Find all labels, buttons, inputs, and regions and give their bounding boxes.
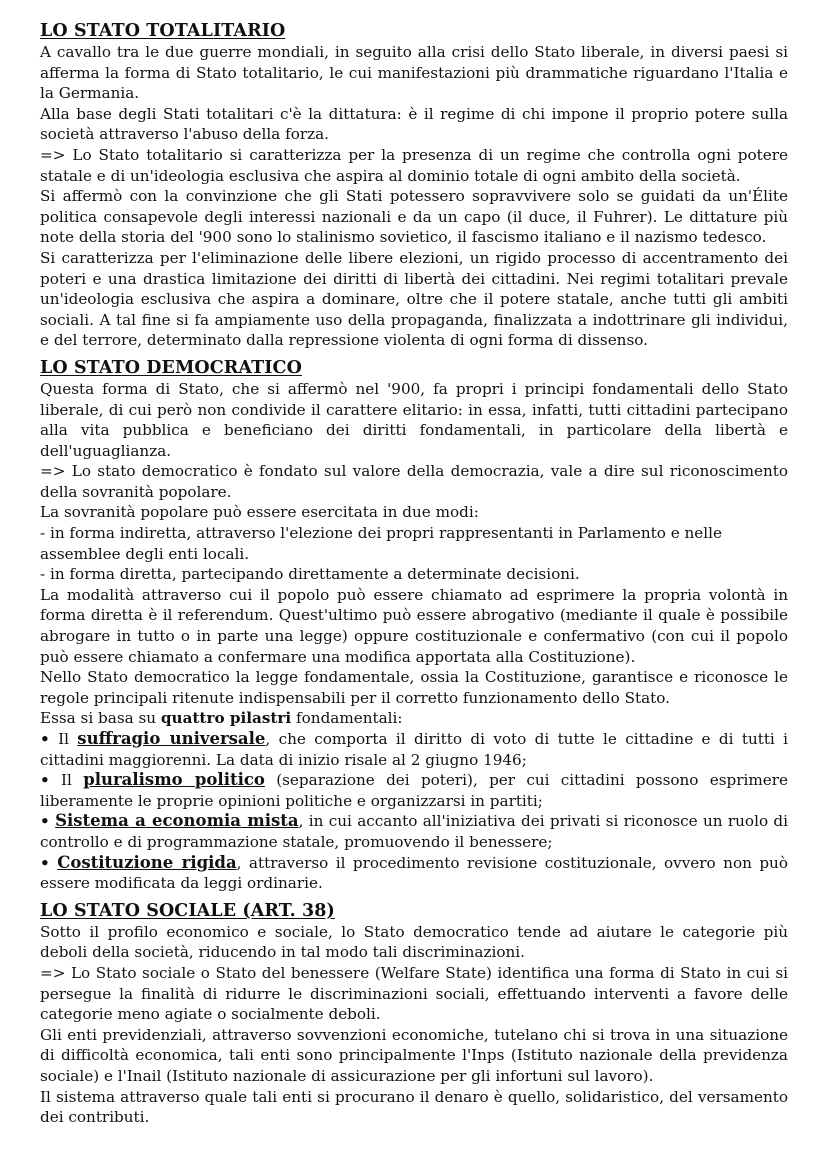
paragraph: La modalità attraverso cui il popolo può essere chiamato ad esprimere la propria volontà in forma diretta è il referendum. Quest'ultimo può essere abrogativo (mediante il quale è possibile abrogare in tutto o in parte una legge) oppure costituzionale e confermativo (con cui il popolo può essere chiamato a confermare una modifica apportata alla Costituzione). — [40, 585, 788, 666]
paragraph: Nello Stato democratico la legge fondamentale, ossia la Costituzione, garantisce e riconosce le regole principali ritenute indispensabili per il corretto funzionamento dello Stato. — [40, 668, 788, 707]
pillar-term: Sistema a economia mista — [55, 811, 299, 831]
paragraph: A cavallo tra le due guerre mondiali, in seguito alla crisi dello Stato liberale, in diversi paesi si afferma la forma di Stato totalitario, le cui manifestazioni più drammatiche riguardano l'Italia e la Germania. — [40, 43, 788, 103]
section-title-totalitario: LO STATO TOTALITARIO — [40, 21, 286, 41]
pillars-intro: Essa si basa su quattro pilastri fondamentali: — [40, 709, 403, 728]
pillars-highlight: quattro pilastri — [160, 709, 292, 728]
paragraph: La sovranità popolare può essere esercitata in due modi: — [40, 503, 479, 522]
paragraph: Alla base degli Stati totalitari c'è la dittatura: è il regime di chi impone il proprio potere sulla società attraverso l'abuso della forza. — [40, 104, 788, 144]
bullet-mark: • — [40, 730, 50, 748]
pillar-bullet: • Il suffragio universale, che comporta il diritto di voto di tutte le cittadine e di tutti i cittadini maggiorenni. La data di inizio risale al 2 giugno 1946; — [40, 729, 789, 769]
paragraph: Sotto il profilo economico e sociale, lo Stato democratico tende ad aiutare le categorie più deboli della società, riducendo in tal modo tali discriminazioni. — [40, 922, 788, 962]
paragraph: Si caratterizza per l'eliminazione delle libere elezioni, un rigido processo di accentramento dei poteri e una drastica limitazione dei diritti di libertà dei cittadini. Nei regimi totalitari prevale un'ideologia esclusiva che aspira a dominare, oltre che il potere statale, anche tutti gli ambiti sociali. A tal fine si fa ampiamente uso della propaganda, finalizzata a indottrinare gli individui, e del terrore, determinato dalla repressione violenta di ogni forma di dissenso. — [40, 248, 788, 350]
section-title-sociale: LO STATO SOCIALE (ART. 38) — [40, 900, 335, 921]
pillar-term: Costituzione rigida — [57, 852, 237, 872]
paragraph: Si affermò con la convinzione che gli Stati potessero sopravvivere solo se guidati da un'Élite politica consapevole degli interessi nazionali e da un capo (il duce, il Fuhrer). Le dittature più note della storia del '900 sono lo stalinismo sovietico, il fascismo italiano e il nazismo tedesco. — [40, 187, 788, 247]
list-line: assemblee degli enti locali. — [40, 544, 250, 563]
pillar-term: suffragio universale — [77, 729, 266, 748]
section-title-democratico: LO STATO DEMOCRATICO — [40, 357, 302, 378]
paragraph: Questa forma di Stato, che si affermò nel '900, fa propri i principi fondamentali dello Stato liberale, di cui però non condivide il carattere elitario: in essa, infatti, tutti cittadini partecipano alla vita pubblica e beneficiano dei diritti fondamentali, in particolare della libertà e dell'uguaglianza. — [40, 379, 788, 460]
pillar-bullet: • Sistema a economia mista, in cui accanto all'iniziativa dei privati si riconosce un ruolo di controllo e di programmazione statale, promuovendo il benessere; — [40, 811, 789, 851]
paragraph: Il sistema attraverso quale tali enti si procurano il denaro è quello, solidaristico, del versamento dei contributi. — [40, 1087, 788, 1127]
paragraph: Gli enti previdenziali, attraverso sovvenzioni economiche, tutelano chi si trova in una situazione di difficoltà economica, tali enti sono principalmente l'Inps (Istituto nazionale della previdenza sociale) e l'Inail (Istituto nazionale di assicurazione per gli infortuni sul lavoro). — [40, 1025, 788, 1085]
list-line: - in forma indiretta, attraverso l'elezione dei propri rappresentanti in Parlamento e nelle — [40, 524, 722, 543]
pillar-bullet: • Costituzione rigida, attraverso il procedimento revisione costituzionale, ovvero non può essere modificata da leggi ordinarie. — [40, 852, 788, 893]
pillar-term: pluralismo politico — [83, 770, 265, 790]
paragraph: => Lo Stato sociale o Stato del benessere (Welfare State) identifica una forma di Stato in cui si persegue la finalità di ridurre le discriminazioni sociali, effettuando interventi a favore delle categorie meno agiate o socialmente deboli. — [40, 963, 788, 1024]
bullet-mark: • — [40, 853, 50, 872]
paragraph: => Lo stato democratico è fondato sul valore della democrazia, vale a dire sul riconoscimento della sovranità popolare. — [40, 462, 788, 501]
paragraph: => Lo Stato totalitario si caratterizza per la presenza di un regime che controlla ogni potere statale e di un'ideologia esclusiva che aspira al dominio totale di ogni ambito della società. — [40, 145, 788, 185]
list-line: - in forma diretta, partecipando direttamente a determinate decisioni. — [40, 565, 580, 584]
bullet-mark: • — [40, 812, 50, 831]
bullet-mark: • — [40, 771, 50, 790]
pillar-bullet: • Il pluralismo politico (separazione dei poteri), per cui cittadini possono esprimere liberamente le proprie opinioni politiche e organizzarsi in partiti; — [40, 770, 789, 810]
